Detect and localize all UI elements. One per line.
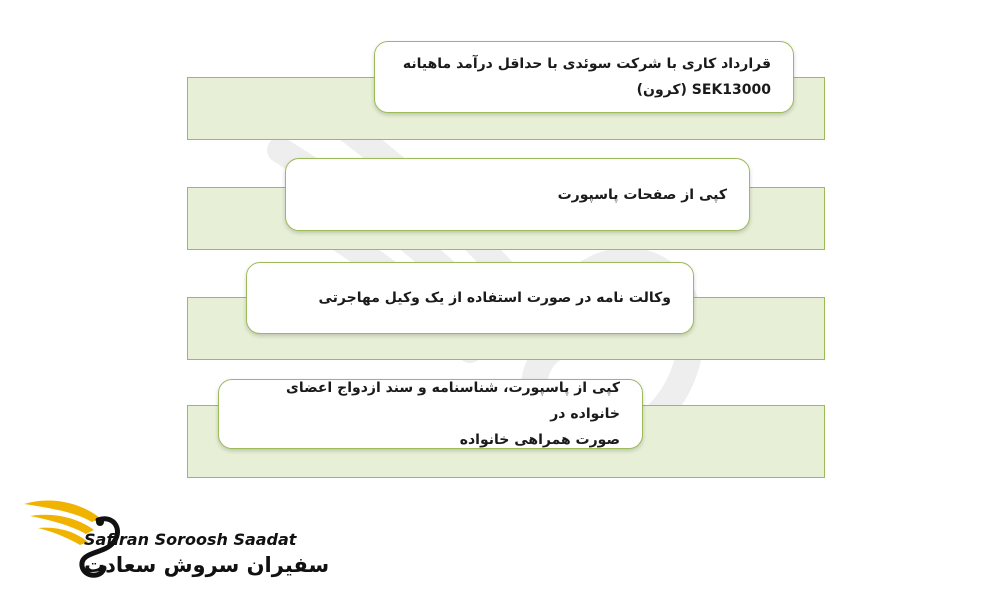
requirement-text-3: وکالت نامه در صورت استفاده از یک وکیل مهاجرتی xyxy=(318,290,671,306)
requirement-card-4 xyxy=(218,379,643,449)
brand-name-english: Safiran Soroosh Saadat xyxy=(84,530,297,549)
requirement-text-4a: کپی از پاسپورت، شناسنامه و سند ازدواج اعضای خانواده در xyxy=(285,380,620,422)
requirement-text-1b: SEK13000 (کرون) xyxy=(636,82,771,98)
requirement-text-1a: قرارداد کاری با شرکت سوئدی با حداقل درآمد ماهیانه xyxy=(402,56,771,72)
requirement-card-2 xyxy=(285,158,750,231)
requirement-card-1 xyxy=(374,41,794,113)
requirement-text-4b: صورت همراهی خانواده xyxy=(459,432,620,448)
requirement-text-2: کپی از صفحات پاسپورت xyxy=(557,186,727,203)
requirement-card-3 xyxy=(246,262,694,334)
brand-name-persian: سفیران سروش سعادت xyxy=(84,553,330,577)
